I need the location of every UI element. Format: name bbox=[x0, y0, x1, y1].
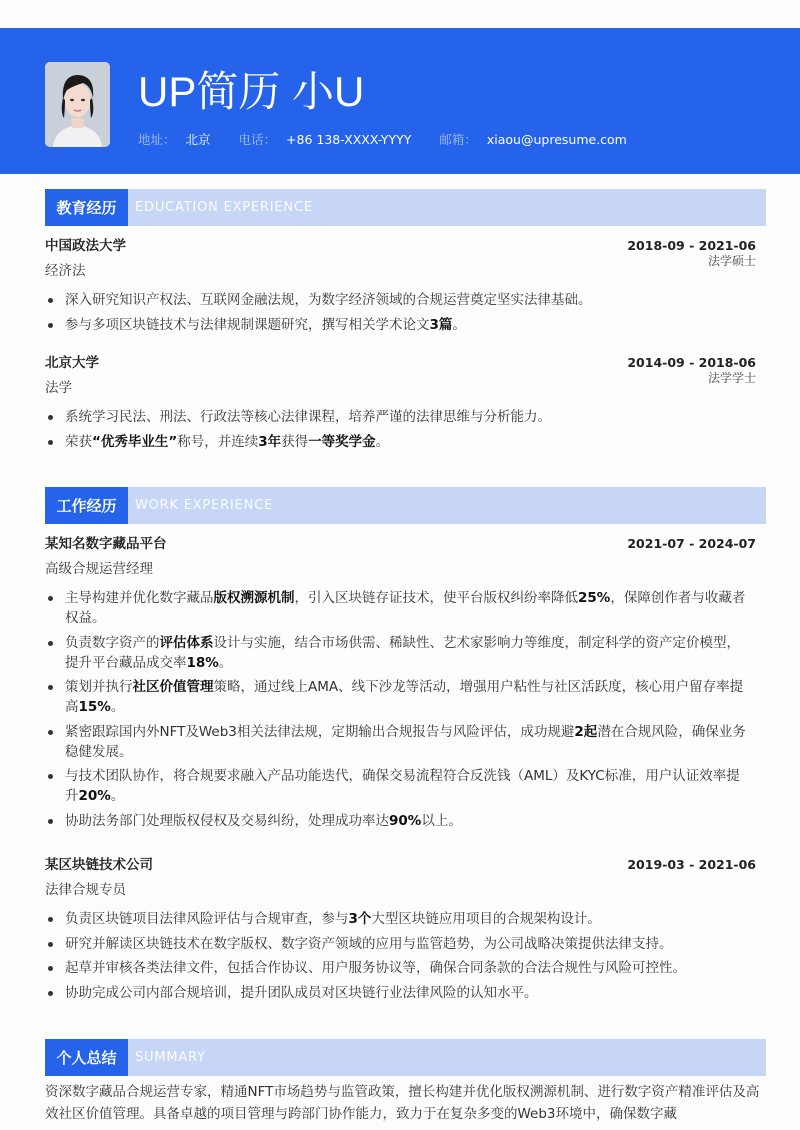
section-title-cn: 工作经历 bbox=[45, 487, 128, 524]
avatar bbox=[45, 62, 110, 147]
bullet-item: 研究并解读区块链技术在数字版权、数字资产领域的应用与监管趋势，为公司战略决策提供法律支持。 bbox=[45, 934, 756, 954]
entry-date: 2014-09 - 2018-06 bbox=[627, 355, 756, 370]
phone-value: +86 138-XXXX-YYYY bbox=[286, 132, 412, 147]
bullet-item: 参与多项区块链技术与法律规制课题研究，撰写相关学术论文3篇。 bbox=[45, 315, 756, 335]
section-header-education bbox=[45, 189, 766, 226]
email-label: 邮箱： bbox=[439, 132, 477, 147]
school-name: 中国政法大学 bbox=[45, 238, 126, 254]
company-name: 某知名数字藏品平台 bbox=[45, 536, 167, 552]
bullet-item: 负责数字资产的评估体系设计与实施，结合市场供需、稀缺性、艺术家影响力等维度，制定科学的资产定价模型，提升平台藏品成交率18%。 bbox=[45, 633, 756, 673]
job-role: 高级合规运营经理 bbox=[45, 561, 153, 577]
section-header-work bbox=[45, 487, 766, 524]
section-title-en: WORK EXPERIENCE bbox=[135, 498, 274, 513]
address-label: 地址： bbox=[138, 132, 176, 147]
candidate-name: UP简历 小U bbox=[138, 68, 365, 115]
contact-address bbox=[138, 131, 211, 149]
bullet-item: 协助完成公司内部合规培训，提升团队成员对区块链行业法律风险的认知水平。 bbox=[45, 983, 756, 1003]
phone-label: 电话： bbox=[238, 132, 277, 147]
contact-info bbox=[138, 131, 627, 149]
company-name: 某区块链技术公司 bbox=[45, 857, 153, 873]
address-value: 北京 bbox=[185, 132, 211, 147]
bullet-item: 主导构建并优化数字藏品版权溯源机制，引入区块链存证技术，使平台版权纠纷率降低25%，保障创作者与收藏者权益。 bbox=[45, 588, 756, 628]
section-header-summary bbox=[45, 1039, 766, 1076]
education-entry bbox=[45, 234, 756, 339]
section-title-cn: 个人总结 bbox=[45, 1039, 128, 1076]
bullet-list bbox=[45, 290, 756, 335]
bullet-list bbox=[45, 909, 756, 1003]
degree: 法学硕士 bbox=[707, 254, 756, 268]
section-title-en: SUMMARY bbox=[135, 1050, 206, 1065]
major: 经济法 bbox=[45, 263, 86, 279]
major: 法学 bbox=[45, 380, 72, 396]
work-entry bbox=[45, 532, 756, 835]
contact-phone bbox=[239, 131, 412, 149]
resume-header bbox=[0, 28, 800, 174]
portrait-photo-icon bbox=[45, 62, 110, 147]
bullet-item: 策划并执行社区价值管理策略，通过线上AMA、线下沙龙等活动，增强用户粘性与社区活跃度，核心用户留存率提高15%。 bbox=[45, 677, 756, 717]
section-title-en: EDUCATION EXPERIENCE bbox=[135, 200, 313, 215]
education-entry bbox=[45, 351, 756, 456]
bullet-item: 紧密跟踪国内外NFT及Web3相关法律法规，定期输出合规报告与风险评估，成功规避2起潜在合规风险，确保业务稳健发展。 bbox=[45, 722, 756, 762]
bullet-item: 荣获“优秀毕业生”称号，并连续3年获得一等奖学金。 bbox=[45, 432, 756, 452]
email-value: xiaou@upresume.com bbox=[486, 132, 627, 147]
bullet-item: 协助法务部门处理版权侵权及交易纠纷，处理成功率达90%以上。 bbox=[45, 811, 756, 831]
degree: 法学学士 bbox=[707, 371, 756, 385]
bullet-item: 深入研究知识产权法、互联网金融法规，为数字经济领域的合规运营奠定坚实法律基础。 bbox=[45, 290, 756, 310]
entry-date: 2018-09 - 2021-06 bbox=[627, 238, 756, 253]
bullet-item: 系统学习民法、刑法、行政法等核心法律课程，培养严谨的法律思维与分析能力。 bbox=[45, 407, 756, 427]
bullet-item: 负责区块链项目法律风险评估与合规审查，参与3个大型区块链应用项目的合规架构设计。 bbox=[45, 909, 756, 929]
bullet-list bbox=[45, 407, 756, 452]
entry-date: 2021-07 - 2024-07 bbox=[627, 536, 756, 551]
work-entry bbox=[45, 853, 756, 1007]
contact-email bbox=[439, 131, 627, 149]
section-title-cn: 教育经历 bbox=[45, 189, 128, 226]
bullet-item: 起草并审核各类法律文件，包括合作协议、用户服务协议等，确保合同条款的合法合规性与风险可控性。 bbox=[45, 958, 756, 978]
bullet-list bbox=[45, 588, 756, 831]
entry-date: 2019-03 - 2021-06 bbox=[627, 857, 756, 872]
bullet-item: 与技术团队协作，将合规要求融入产品功能迭代，确保交易流程符合反洗钱（AML）及KYC标准，用户认证效率提升20%。 bbox=[45, 766, 756, 806]
job-role: 法律合规专员 bbox=[45, 882, 126, 898]
summary-text: 资深数字藏品合规运营专家，精通NFT市场趋势与监管政策，擅长构建并优化版权溯源机制、进行数字资产精准评估及高效社区价值管理。具备卓越的项目管理与跨部门协作能力，致力于在复杂多变的Web3环境中，确保数字藏 bbox=[45, 1084, 760, 1122]
school-name: 北京大学 bbox=[45, 355, 99, 371]
